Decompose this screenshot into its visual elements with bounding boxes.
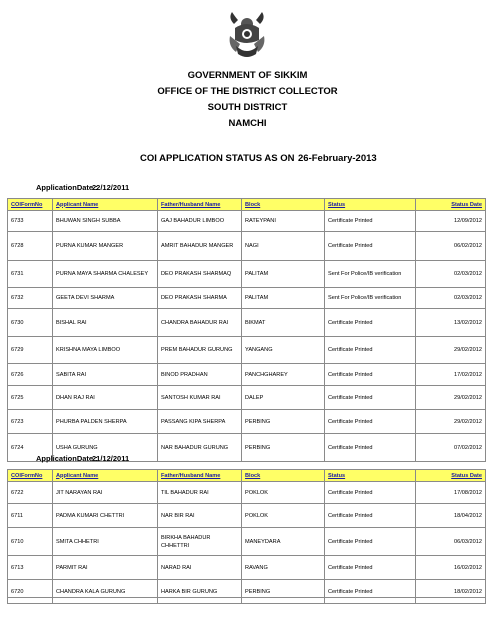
cell-block: RATEYPANI [242,211,325,232]
cell-block: PERBING [242,580,325,604]
cell-status-date: 17/08/2012 [416,482,486,504]
cell-form-no: 6725 [8,386,53,410]
cell-father: NAR BIR RAI [158,504,242,528]
cell-father: DEO PRAKASH SHARMAQ [158,261,242,288]
report-title: COI APPLICATION STATUS AS ON [140,153,295,164]
cell-block: PANCHGHAREY [242,364,325,386]
cell-status: Certificate Printed [325,364,416,386]
cell-block: PERBING [242,434,325,462]
cell-applicant: PURNA KUMAR MANGER [53,232,158,261]
table-row [8,556,486,580]
cell-applicant: PURNA MAYA SHARMA CHALESEY [53,261,158,288]
column-header: Applicant Name [53,470,158,482]
report-date: 26-February-2013 [298,153,377,164]
table-row [8,288,486,309]
table-row [8,504,486,528]
column-header: Father/Husband Name [158,199,242,211]
cell-applicant: SMITA CHHETRI [53,528,158,556]
cell-block: PALITAM [242,288,325,309]
cell-form-no: 6729 [8,337,53,364]
cell-status: Certificate Printed [325,580,416,604]
column-header: Status Date [416,470,486,482]
section-1-table [7,198,486,462]
cell-block: POKLOK [242,482,325,504]
cell-status-date: 16/02/2012 [416,556,486,580]
table-row [8,337,486,364]
cell-status-date: 29/02/2012 [416,410,486,434]
cell-status: Sent For Police/IB verification [325,261,416,288]
cell-status: Certificate Printed [325,232,416,261]
cell-status: Certificate Printed [325,556,416,580]
cell-status-date: 29/02/2012 [416,386,486,410]
cell-status-date: 18/02/2012 [416,580,486,604]
cell-applicant: PARMIT RAI [53,556,158,580]
cell-applicant: PADMA KUMARI CHETTRI [53,504,158,528]
cell-status-date: 06/02/2012 [416,232,486,261]
cell-status: Certificate Printed [325,528,416,556]
header-line-government: GOVERNMENT OF SIKKIM [187,70,308,81]
cell-status-date: 07/02/2012 [416,434,486,462]
cell-father: PASSANG KIPA SHERPA [158,410,242,434]
cell-form-no: 6726 [8,364,53,386]
cell-form-no: 6728 [8,232,53,261]
table-row [8,211,486,232]
cell-status-date: 18/04/2012 [416,504,486,528]
cell-status: Certificate Printed [325,309,416,337]
cell-form-no: 6723 [8,410,53,434]
cell-status-date: 02/03/2012 [416,288,486,309]
cell-form-no: 6713 [8,556,53,580]
cell-block: PALITAM [242,261,325,288]
section-2-table [7,469,486,604]
table-row [8,232,486,261]
table-row [8,482,486,504]
cell-father: AMRIT BAHADUR MANGER [158,232,242,261]
table-row [8,309,486,337]
section-2-date-label: ApplicationDate : [36,454,98,463]
table-row [8,528,486,556]
cell-father: SANTOSH KUMAR RAI [158,386,242,410]
cell-block: POKLOK [242,504,325,528]
cell-father: TIL BAHADUR RAI [158,482,242,504]
cell-form-no: 6710 [8,528,53,556]
header-line-district: SOUTH DISTRICT [207,102,288,113]
cell-father: PREM BAHADUR GURUNG [158,337,242,364]
cell-applicant: JIT NARAYAN RAI [53,482,158,504]
cell-status-date: 06/03/2012 [416,528,486,556]
cell-applicant: PHURBA PALDEN SHERPA [53,410,158,434]
section-2-date-value: 21/12/2011 [92,454,130,463]
table-header-row [8,470,486,482]
column-header: Status Date [416,199,486,211]
header-line-office: OFFICE OF THE DISTRICT COLLECTOR [157,86,338,97]
table-header-row [8,199,486,211]
cell-form-no: 6720 [8,580,53,604]
cell-status-date: 12/09/2012 [416,211,486,232]
column-header: COIFormNo [8,470,53,482]
column-header: Block [242,470,325,482]
cell-father: NAR BAHADUR GURUNG [158,434,242,462]
cell-block: NAGI [242,232,325,261]
cell-block: DALEP [242,386,325,410]
cell-status: Certificate Printed [325,504,416,528]
cell-applicant: USHA GURUNG [53,434,158,462]
column-header: Status [325,199,416,211]
page-bottom-rule [7,597,485,598]
table-row [8,364,486,386]
cell-block: YANGANG [242,337,325,364]
cell-form-no: 6731 [8,261,53,288]
cell-status: Certificate Printed [325,386,416,410]
cell-status-date: 02/03/2012 [416,261,486,288]
cell-applicant: CHANDRA KALA GURUNG [53,580,158,604]
table-row [8,261,486,288]
cell-block: MANEYDARA [242,528,325,556]
cell-status: Certificate Printed [325,410,416,434]
cell-status: Certificate Printed [325,337,416,364]
cell-applicant: DHAN RAJ RAI [53,386,158,410]
column-header: Block [242,199,325,211]
cell-father: GAJ BAHADUR LIMBOO [158,211,242,232]
cell-father: NARAD RAI [158,556,242,580]
cell-status: Certificate Printed [325,482,416,504]
cell-applicant: KRISHNA MAYA LIMBOO [53,337,158,364]
cell-status-date: 17/02/2012 [416,364,486,386]
cell-father: CHANDRA BAHADUR RAI [158,309,242,337]
table-row [8,386,486,410]
cell-status: Certificate Printed [325,434,416,462]
cell-form-no: 6730 [8,309,53,337]
section-1-date-value: 22/12/2011 [92,183,130,192]
cell-father: BINOD PRADHAN [158,364,242,386]
table-row [8,580,486,604]
cell-form-no: 6711 [8,504,53,528]
cell-status-date: 13/02/2012 [416,309,486,337]
cell-applicant: BISHAL RAI [53,309,158,337]
cell-status: Certificate Printed [325,211,416,232]
sikkim-state-emblem-icon [226,10,268,62]
cell-form-no: 6724 [8,434,53,462]
cell-form-no: 6732 [8,288,53,309]
cell-block: PERBING [242,410,325,434]
column-header: Applicant Name [53,199,158,211]
cell-applicant: GEETA DEVI SHARMA [53,288,158,309]
section-1-date-label: ApplicationDate : [36,183,98,192]
cell-block: BIKMAT [242,309,325,337]
cell-applicant: BHUWAN SINGH SUBBA [53,211,158,232]
cell-status: Sent For Police/IB verification [325,288,416,309]
cell-applicant: SABITA RAI [53,364,158,386]
cell-status-date: 29/02/2012 [416,337,486,364]
cell-father: BIRKHA BAHADUR CHHETTRI [158,528,242,556]
cell-form-no: 6722 [8,482,53,504]
cell-block: RAVANG [242,556,325,580]
cell-father: HARKA BIR GURUNG [158,580,242,604]
column-header: Father/Husband Name [158,470,242,482]
table-row [8,410,486,434]
cell-father: DEO PRAKASH SHARMA [158,288,242,309]
header-line-town: NAMCHI [228,118,267,129]
cell-form-no: 6733 [8,211,53,232]
column-header: COIFormNo [8,199,53,211]
column-header: Status [325,470,416,482]
